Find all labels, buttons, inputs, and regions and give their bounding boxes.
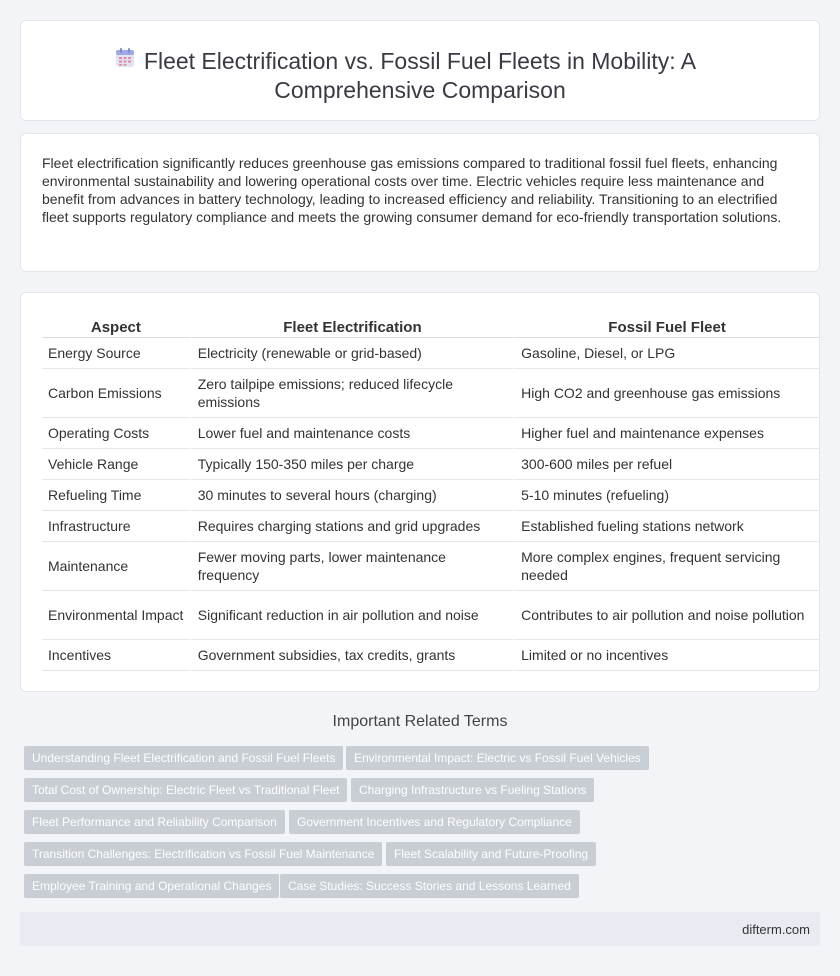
fossil-cell: 5-10 minutes (refueling) xyxy=(513,480,819,511)
table-row xyxy=(42,542,819,591)
table-row xyxy=(42,418,819,449)
fossil-cell: Contributes to air pollution and noise pollution xyxy=(513,591,819,640)
aspect-cell: Refueling Time xyxy=(42,480,190,511)
table-row xyxy=(42,369,819,418)
header-aspect: Aspect xyxy=(42,315,190,338)
fossil-cell: High CO2 and greenhouse gas emissions xyxy=(513,369,819,418)
comparison-card xyxy=(20,292,820,692)
fossil-cell: Gasoline, Diesel, or LPG xyxy=(513,338,819,369)
footer-site-link[interactable]: difterm.com xyxy=(742,922,810,937)
related-term-link[interactable]: Government Incentives and Regulatory Compliance xyxy=(289,810,580,834)
aspect-cell: Infrastructure xyxy=(42,511,190,542)
fossil-cell: More complex engines, frequent servicing needed xyxy=(513,542,819,591)
aspect-cell: Carbon Emissions xyxy=(42,369,190,418)
footer xyxy=(20,912,820,946)
table-header-row xyxy=(42,315,819,338)
related-term-link[interactable]: Fleet Scalability and Future-Proofing xyxy=(386,842,596,866)
aspect-cell: Environmental Impact xyxy=(42,591,190,640)
fossil-cell: Limited or no incentives xyxy=(513,640,819,671)
table-row xyxy=(42,449,819,480)
electric-cell: Government subsidies, tax credits, grants xyxy=(190,640,513,671)
aspect-cell: Energy Source xyxy=(42,338,190,369)
related-term-link[interactable]: Employee Training and Operational Changes xyxy=(24,874,279,898)
related-term-link[interactable]: Charging Infrastructure vs Fueling Stations xyxy=(351,778,594,802)
related-term-link[interactable]: Transition Challenges: Electrification vs Fossil Fuel Maintenance xyxy=(24,842,382,866)
electric-cell: Electricity (renewable or grid-based) xyxy=(190,338,513,369)
comparison-table xyxy=(42,315,819,671)
electric-cell: Fewer moving parts, lower maintenance frequency xyxy=(190,542,513,591)
table-row xyxy=(42,511,819,542)
aspect-cell: Maintenance xyxy=(42,542,190,591)
aspect-cell: Incentives xyxy=(42,640,190,671)
related-term-link[interactable]: Case Studies: Success Stories and Lessons Learned xyxy=(280,874,579,898)
aspect-cell: Vehicle Range xyxy=(42,449,190,480)
header-fleet-electrification: Fleet Electrification xyxy=(190,315,513,338)
intro-paragraph: Fleet electrification significantly reduces greenhouse gas emissions compared to traditional fossil fuel fleets, enhancing environmental sustainability and lowering operational costs over time. Electric vehicles require less maintenance and benefit from advances in battery technology, leading to increased efficiency and reliability. Transitioning to an electrified fleet supports regulatory compliance and meets the growing consumer demand for eco-friendly transportation solutions. xyxy=(42,155,782,225)
electric-cell: Significant reduction in air pollution and noise xyxy=(190,591,513,640)
electric-cell: Zero tailpipe emissions; reduced lifecycle emissions xyxy=(190,369,513,418)
table-row xyxy=(42,338,819,369)
electric-cell: Requires charging stations and grid upgrades xyxy=(190,511,513,542)
electric-cell: Typically 150-350 miles per charge xyxy=(190,449,513,480)
related-term-link[interactable]: Total Cost of Ownership: Electric Fleet vs Traditional Fleet xyxy=(24,778,347,802)
page-title: Fleet Electrification vs. Fossil Fuel Fleets in Mobility: A Comprehensive Comparison xyxy=(143,48,697,103)
electric-cell: Lower fuel and maintenance costs xyxy=(190,418,513,449)
header-card xyxy=(20,20,820,121)
table-row xyxy=(42,480,819,511)
fossil-cell: Established fueling stations network xyxy=(513,511,819,542)
related-term-link[interactable]: Environmental Impact: Electric vs Fossil Fuel Vehicles xyxy=(346,746,649,770)
intro-card xyxy=(20,133,820,272)
aspect-cell: Operating Costs xyxy=(42,418,190,449)
table-row xyxy=(42,640,819,671)
related-term-link[interactable]: Fleet Performance and Reliability Comparison xyxy=(24,810,285,834)
header-fossil-fuel-fleet: Fossil Fuel Fleet xyxy=(513,315,819,338)
fossil-cell: Higher fuel and maintenance expenses xyxy=(513,418,819,449)
related-term-link[interactable]: Understanding Fleet Electrification and Fossil Fuel Fleets xyxy=(24,746,343,770)
related-terms-heading: Important Related Terms xyxy=(332,713,508,730)
electric-cell: 30 minutes to several hours (charging) xyxy=(190,480,513,511)
fossil-cell: 300-600 miles per refuel xyxy=(513,449,819,480)
table-row xyxy=(42,591,819,640)
